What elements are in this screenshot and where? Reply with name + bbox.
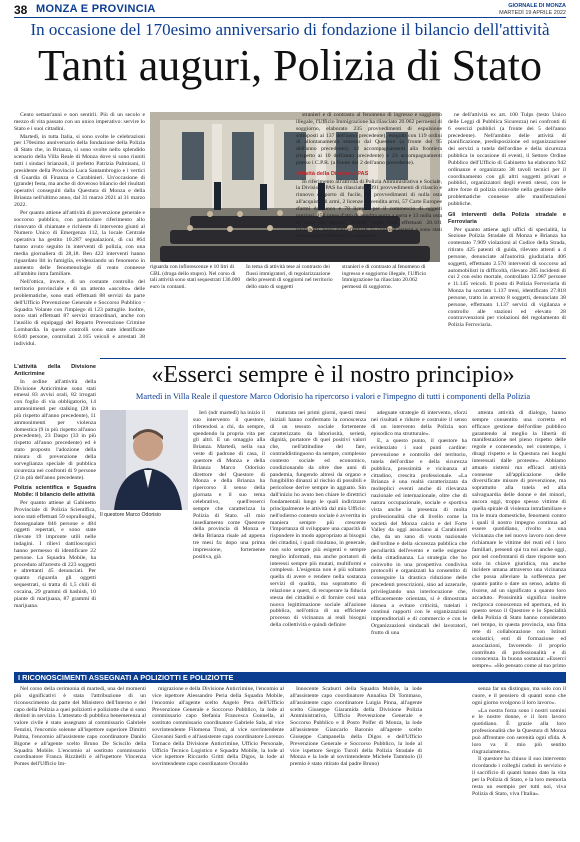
quote-deck: Martedì in Villa Reale il questore Marco Odorisio ha ripercorso i valori e l'impegno di tutti i componenti della Polizia [135, 392, 531, 401]
paragraph: stranieri e di contrasto al fenomeno di ingresso e soggiorno illegale, l'Ufficio Immigrazione ha rilasciato 20.062 permessi di soggiorno, elaborato 235 provvedimenti di espulsione sottoposti ai 137 dell'anno precedente), eseguiti con 119 ordini di allontanamento emesso dal Questore (a fronte dei 95 dell'anno precedente), 12 accompagnamenti alla frontiera (rispetto ai 10 dell'anno precedente) e 23 accompagnamenti presso i C.P.R. (a fronte dei 2 dell'anno precedente). [296, 112, 442, 166]
paper-name: GIORNALE DI MONZA [508, 3, 566, 9]
quote-column-1 [193, 410, 265, 668]
paragraph: Ieri (ndr martedì) ha inizio il suo intervento il questore, riferendosi a chi, da sempre, spendendo la propria vita per gli altri. E un omaggio alla Brianza. Martedì, nella sua veste di padrone di casa, il questore di Monza e della Brianza Marco Odorisio direttore del Questore di Monza e della Brianza ha ripercorso il senso della giornata e il suo tema celebrativo, quell'esserci sempre che caratterizza la Polizia di Stato. «Il mio insediamento come Questore della provincia di Monza e della Brianza risale ad appena tre mesi fa: dopo una prima impressione, fortemente positiva, già [193, 410, 265, 560]
paragraph: maturata nei primi giorni, questi mesi iniziali hanno confermato la conoscenza di un tessuto sociale fortemente caratterizzato da laboriosità, serietà, dignità, portatore di quei positivi valori che, nell'attitudine del fare, contraddistinguono da sempre, complesso contesto sociale ed economico, condizionando da oltre due anni di pandemia, fungendo altresì da organo e fungibilito dinanzi al rischio di possibili e pericolose derive sempre in agguato. Sin dall'inizio ho avuto ben chiare le direttrici fondamentali lungo le quali indirizzare principalmente le attività dal mio Ufficio: nell'odierno contesto sociale è avvertita in maniera sempre più crescente l'importanza di sviluppare una capacità di rispondere in modo appropriato ai bisogni dei cittadini, i quali risultano, in generale, non solo sempre più esigenti e sempre meglio informati, ma anche portatori di interessi sempre più mutati, multiformi e complessi. L'esigenza non è più soltanto quella di avere e rendere nella sostanza servizi di qualità, ma soprattutto di relazione a quest, di recuperare la fiducia stessa dei cittadini e di fornire così una nuova legittimazione sociale all'azione pubblica, nell'ottica di un efficiente processo di vicinanza ai reali bisogni della collettività e quindi definire [270, 410, 366, 629]
masthead [499, 3, 566, 16]
paragraph: Nel corso della cerimonia di martedì, una del momenti più significativi è stata l'attribuzione di un riconoscimento da parte del Ministero dell'Interno e del capo della Polizia a quei poliziotti e poliziotte che si sono distinti in servizio. L'attestato di pubblica benemerenza al valore civile è stato assegnato al commissario Gabriele Fenzini, l'encomio solenne all'ispettore superiore Dimitri Palma, l'encomio all'assistente capo coordinatore Danilo Bigone e all'agente scelto Bruno De Sciscilo della Squadra Mobile. L'encomio al sostituto commissario coordinatore Franca Rizzitelli e all'ispettore Vincenza Pomes dell'Ufficio Im- [14, 686, 146, 768]
stradale-text [448, 227, 566, 330]
ordine-pubblico-text [448, 112, 566, 208]
paragraph: senza far un distinguo, ma solo con il cuore, e il pensiero di quanti sono che ogni giorno svolgono il loro lavoro». [472, 686, 566, 706]
paragraph: In riferimento all'attività di Polizia Amministrativa e Sociale, la Divisione PAS ha rilasciato 1.091 provvedimenti di rilascio e rinnovo di porto di fucile, 16 provvedimenti di nulla osta all'acquisto di armi, 2 licenze di vendita armi, 57 Carte Europee d'armi da fuoco e 78 licenze per il commercio di oggetti preziosi, 158 prese d'atto di vendita porta a porta e 13 nulla osta al volo da diporto. Inoltre, sono stati effettuati 20.101 passaporti. Sono stati effettuati 15 controlli esterni e sono stati emessi provvedimenti di sospensio- [296, 178, 442, 240]
pas-text [296, 179, 442, 241]
caption-col-3: stranieri e di contrasto al fenomeno di ingresso e soggiorno illegale, l'Ufficio Immigrazione ha rilasciato 20.062 permessi di soggiorno. [342, 264, 427, 290]
paragraph: Per quanto attiene agli uffici di specialità, la Sezione Polizia Stradale di Monza e Brianza ha contestato 7.909 violazioni al Codice della Strada, ritirato 425 patenti di guida, rilevato attenti a 4 persone, denunciate all'autorità giudiziaria 406 soggetti, effettuato 2.570 interventi di soccorso ad automobilisti in difficoltà, rilevato 285 incidenti di cui 2 con esito mortale, controllato 12.987 persone e 11.145 veicoli. Il posto di Polizia Ferroviaria di Monza ha scortato 1.137 treni, identificato 27.818 persone, tratto in arresto 8 soggetti, denunciato 38 persone, effettuato 1.137 servizi di vigilanza e controllo alle stazioni ed elevato 28 contravvenzioni per violazioni del regolamento di Polizia Ferroviaria. [448, 226, 566, 329]
awards-column-1 [14, 686, 146, 836]
subheading-stradale: Gli interventi della Polizia stradale e Ferroviaria [448, 211, 566, 225]
awards-column-2 [152, 686, 284, 836]
subheading-anticrimine: L'attività della Divisione Anticrimine [14, 364, 96, 377]
awards-column-4 [472, 686, 566, 836]
article-column-4 [296, 112, 442, 360]
article-column-1b [14, 360, 96, 660]
scientifica-text [14, 500, 96, 610]
questore-portrait [100, 410, 188, 510]
quote-headline: «Esserci sempre è il nostro principio» [151, 362, 515, 388]
anticrimine-text [14, 379, 96, 482]
paragraph: «La nostra forza sono i nostri uomini e le nostre donne, e il loro lavoro quotidiano. È grazie alla loro professionalità che la Questura di Monza può affrontare con serenità ogni sfida. A loro va il mio più sentito ringraziamento». [472, 707, 566, 755]
caption-col-2: In tema di attività tese al contrasto dei flussi immigratori, di regolarizzazione dello presenti di soggiorni nel territorio dello stato di soggetti [246, 264, 333, 290]
section-name: MONZA E PROVINCIA [36, 3, 156, 15]
subheading-pas: Attività della Divisione PAS [296, 170, 369, 177]
paragraph: E, a questo punto, il questore ha evidenziato i suoi punti cardine: prevenzione e controllo del territorio, tutela dell'ordine e della sicurezza pubblica, prossimità e vicinanza al cittadino, crescita professionale. «La Brianza è una realtà caratterizzata da molteplici eventi anche di rilevanza nazionale ed internazionale, oltre che di natura occupazionale, sociale e sportiva vista anche la presenza di molta professionalità che di livello come la società del Monza calcio e del Forte Valley da oggi associano ai Carabinieri che, da un sano di vuota nazionale dell'ordine e della sicurezza pubblica che peculiarità dell'evento e nelle esigenze della cittadinanza. La strategia che ho coinvolto in una prospettiva condivisa protocolli e organizzati ha consentito di conseguire la drastica riduzione delle precedenti prescrizioni, sino ad azzerarle, privilegiando una interlocuzione che, efficacemente orientata, si è dimostrata idonea a evitare criticità, tutelati i continui rapporti con le organizzazioni imprenditoriali e di commercio e con le Organizzazioni sindacali del lavoratori, frutto di una [371, 438, 467, 636]
quote-column-4 [472, 410, 566, 668]
immigrazione-text [296, 112, 442, 167]
person-image [100, 410, 188, 510]
paragraph: ne dell'attività ex art. 100 Tulps (testo Unico delle Leggi di Pubblica Sicurezza) nei confronti di 6 esercizi pubblici (a fronte dei 5 dell'anno precedente). Nell'ambito delle attività di pianificazione, predisposizione ed organizzazione dei servizi a tutela dell'ordine e della sicurezza pubblica in occasione di eventi, il Settore Ordine Pubblico dell'Ufficio di Gabinetto ha elaborato 942 ordinanze e organizzato 38 tavoli tecnici per il coordinamento con gli altri soggetti privati e pubblici, organizzatori degli eventi stessi, con le altre forze di polizia coinvolte nella gestione delle problematiche connesse alle manifestazioni pubbliche. [448, 112, 566, 207]
page-header [14, 3, 566, 18]
paragraph: In ordine all'attività della Divisione Anticrimine sono stati emessi 83 avvisi orali, 82 irrogati con foglio di via obbligatorio, 14 ammonimenti per stalking (28 in più rispetto all'anno precedente), 11 ammonimenti per violenza domestica (9 in più rispetto all'anno precedente), 23 Daspo (33 in più rispetto all'anno precedente) ed è stato proposto l'adozione della misura di prevenzione della sorveglianza speciale di pubblica sicurezza nei confronti di 9 persone (2 in più dell'anno precedente). [14, 378, 96, 481]
paragraph: Cento settant'anni e non sentirli. Più di un secolo e mezzo di vita passato con un unico imperativo: servire lo Stato e i suoi cittadini. [14, 112, 145, 132]
paragraph: attenta attività di dialogo, hanno sempre consentito una corretta ed efficace gestione dell'ordine pubblico garantendo al meglio la libertà di manifestazione nel pieno rispetto delle regole e contenendo, nel contempo, i disagi rispetto e la Questura nei luoghi interessati dalle proteste». Abbiamo attuato sistemi ma efficaci attività connesse all'applicazione delle diversificate misure di prevenzione, ma soprattutto alla tutela ed alla salvaguardia delle donne e dei minori, ancora oggi, troppo spesso vittime di quella spirale di violenza intrafamiliare e tra le mura domestiche, fenomeni contro i quali il nostro impegno continua ad essere quotidiano, rivolto a una vicinanza che nel nuovo lavoro non deve richiamare le vittime dei reati ed i loro familiari, presenti qui tra noi anche oggi, pur nel confrontarsi di dare risposte non solo in chiave giuridica, ma anche incidere umana attraverso una vicinanza che possa alleviare la sofferenza per quanto patito o dare un senso, adatto di risorse, ad un significato a quanto loro accaduto. Prossimità significa inoltre reciproca conoscenza ed apertura, ed in questo senso il Questore e lo Specialità della Polizia di Stato hanno considerato nel tempo, in questa provincia, una fitta rete di collaborazione con Istituti scolastici, enti di formazione ed associazioni, favorendo il proprio contributo di professionalità e di conoscenza. In buona sostanza: «Esserci sempre». «Ho pensato come al tuo primo [472, 410, 566, 668]
paragraph: Nell'ottica, invece, di un costante controllo del territorio provinciale e di un attento «ascolto» delle problematiche, sono stati effettuati 88 servizi da parte dell'Ufficio Prevenzione Generale e Soccorso Pubblico - Squadra Volante con l'impiego di 123 pattuglie. Inoltre, sono stati effettuati 87 servizi straordinari, anche con l'ausilio di equipaggi del Reparto Prevenzione Crimine Lombardia. In queste controlli sono state identificate 8.640 persone, controllati 2.165 veicoli e arrestati 38 individui. [14, 279, 145, 347]
article-column-1 [14, 112, 145, 360]
paragraph: Il questore ha chiuso il suo intervento ricordando i colleghi caduti in servizio e il sacrificio di quanti hanno dato la vita per la Polizia di Stato, e la loro memoria resta un esempio per tutti noi, viva Polizia di Stato, viva l'Italia». [472, 756, 566, 797]
headline: Tanti auguri, Polizia di Stato [37, 41, 543, 90]
issue-date: MARTEDÌ 19 APRILE 2022 [499, 9, 566, 16]
paragraph: Innocente Scaburri della Squadra Mobile, la lode all'assistente capo coordinatore Annalisa Di Tommaso, all'assistente capo coordinatore Luigia Pinna, all'agente scelto Giuseppe Giaramida della Divisione Polizia Amministrativa, Ufficio Prevenzione Generale e Soccorso Pubblico e il Posto Polfer di Monza, la lode all'assistente Giancarlo Baronio all'agente scelto Giuseppe Campanella della Digos e dell'Ufficio Prevenzione Generale e Soccorso Pubblico, la lode al vice ispettore Sergio Turoli della Polizia Stradale di Monza e la lode al sovrintendente Michele Tammolo (il premio è stato ritirato dal padre Bruno) [290, 686, 422, 768]
subheading-scientifica: Polizia scientifica e Squadra Mobile: il bilancio delle attività [14, 485, 96, 499]
paragraph: Per quanto attiene all'attività di prevenzione generale e soccorso pubblico, con particolare riferimento allo rinnovato di chiamate e richieste di intervento giunti al Numero Unico di Emergenza 112, la locale Centrale operativa ha gestito 10.287 segnalazioni, di cui 864 hanno avuto seguito in interventi di polizia, con una media giornaliera di 28,18. Ben 422 interventi hanno riguardato liti in famiglia, evidenziando un fenomeno in aumento delle fenomenologie di reato connesse all'ambito intra familiare. [14, 209, 145, 278]
caption-col-1: riguarda con inflorescenze e 10 litri di GBL (droga dello stupro). Nel corso di tali attività sono stati sequestrati 130.000 euro in contanti. [150, 264, 241, 290]
paragraph: migrazione e della Divisione Anticrimine, l'encomio al vice ispettore Alessandro Peria della Squadra Mobile, l'encomio all'agente scelto Angelo Pera dell'Ufficio Prevenzione Generale e Soccorso Pubblico, la lode al commissario capo Stefania Francesca Gonnella, al sostituto commissario coordinatore Gabriele Sala, al vice sovrintendente Filomena Troni, al vice sovrintendente Giovanni Sardi e all'assistente capo coordinatore Lorenzo Tornaco della Divisione Anticrimine, Ufficio Personale, Ufficio Tecnico Logistico e Squadra Mobile, la lode al vice ispettore Riccardo Gritti della Digos, la lode al sovrintendente capo coordinatore Osvaldo [152, 686, 284, 768]
awards-banner: I RICONOSCIMENTI ASSEGNATI A POLIZIOTTI E POLIZIOTTE [14, 672, 566, 683]
article-column-5 [448, 112, 566, 360]
awards-column-3 [290, 686, 422, 836]
quote-column-3 [371, 410, 467, 668]
portrait-caption: Il questore Marco Odorisio [100, 512, 161, 518]
quote-top-rule [100, 358, 566, 359]
paragraph: adeguate strategie di intervento, sforzi nei risultati e ridurre e costruire il senso di un intervento della Polizia non episodico ma strutturale». [371, 410, 467, 437]
quote-column-2b [270, 410, 366, 668]
superhead: In occasione del 170esimo anniversario di fondazione il bilancio dell'attività [30, 20, 550, 39]
paragraph: Per quanto attiene al Gabinetto Provinciale di Polizia Scientifica, sono stati effettuati 59 sopralluoghi, fotosegnalate 846 persone e 484 oggetti repertati, e sono state rilevate 19 impronte utili nelle indagini. I rilievi dattiloscopici hanno permesso di identificare 22 persone. La Squadra Mobile, ha proceduto all'arresto di 223 soggetti e altrettanti 45 denunciati. Per quanto riguarda gli oggetti sequestrati, si tratta di 1,5 chili di cocaina, 29 grammi di hashish, 10 piante di marijuana, 87 grammi di marijuana. [14, 500, 96, 609]
page-number: 38 [14, 3, 28, 17]
paragraph: Martedì, in tutta Italia, si sono svolte le celebrazioni per 170esimo anniversario della fondazione della Polizia di Stato che, in Brianza, si sono svolte nello splendido scenario della Villa Reale di Monza dove si sono riuniti tutti i sindaci brianzoli, il prefetto Patrizia Palmisani, il presidente della Provincia Luca Santambrogio e i vertici di Guardia di Finanza e Carabinieri. Un'occasione di (grande) festa, ma anche di doveroso bilancio del risultati operativi conseguiti dalla Questura di Monza e della Brianza nell'ultimo anno, dal 31 marzo 2021 al 31 marzo 2022. [14, 133, 145, 208]
